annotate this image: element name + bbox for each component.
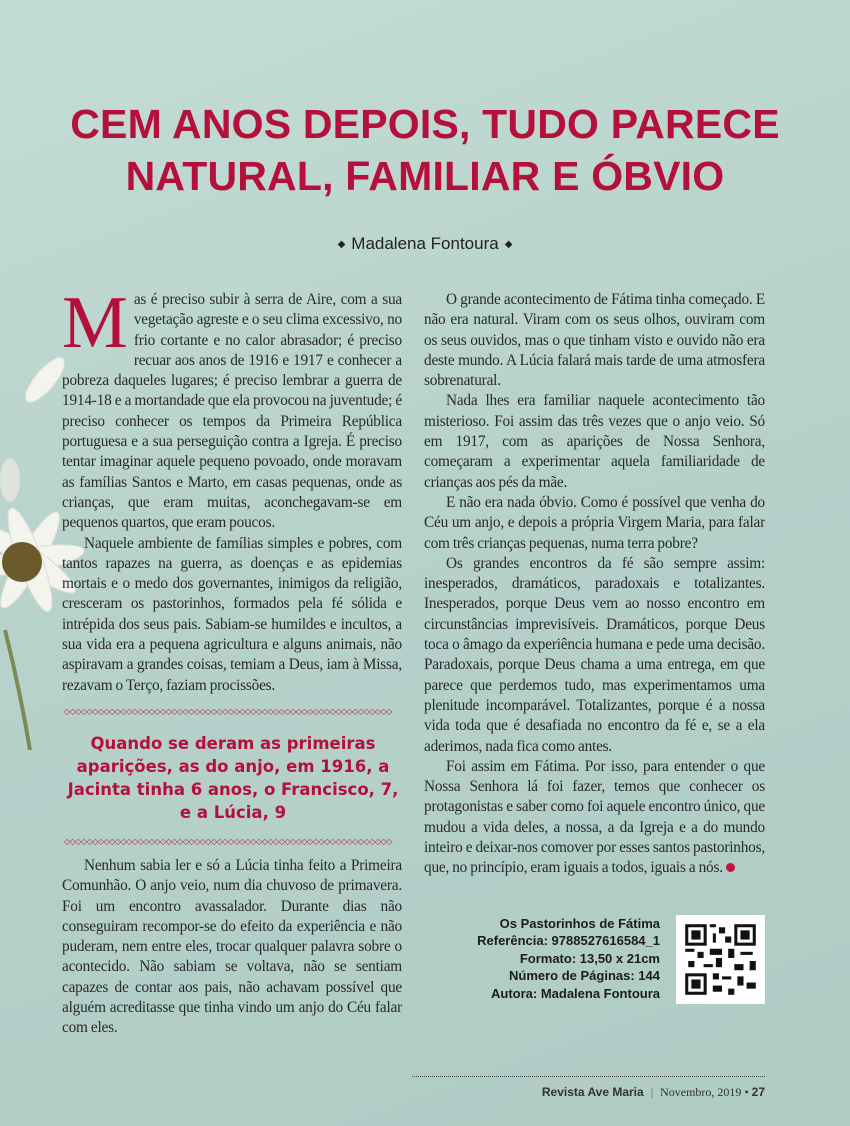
book-info <box>477 915 660 1003</box>
article-title <box>0 98 850 202</box>
qr-code-icon[interactable] <box>676 915 765 1004</box>
ornament-divider: ◇◇◇◇◇◇◇◇◇◇◇◇◇◇◇◇◇◇◇◇◇◇◇◇◇◇◇◇◇◇◇◇◇◇◇◇◇◇◇◇◇◇◇◇◇◇◇◇◇◇◇◇◇◇◇◇◇◇ <box>64 837 392 846</box>
book-author: Autora: Madalena Fontoura <box>490 985 660 1001</box>
right-column-text <box>424 290 765 879</box>
paragraph <box>62 282 402 534</box>
title-line-2: NATURAL, FAMILIAR E ÓBVIO <box>125 153 725 199</box>
issue-date: Novembro, 2019 <box>660 1085 742 1099</box>
left-column-bottom <box>62 856 402 1039</box>
author-name: Madalena Fontoura <box>351 234 499 253</box>
book-box <box>424 915 765 1004</box>
footer-divider <box>412 1076 765 1077</box>
page-number: 27 <box>751 1085 765 1099</box>
paragraph: Naquele ambiente de famílias simples e pobres, com tantos rapazes na guerra, as doenças e as epidemias mortais e o medo dos governantes, inimigos da religião, cresceram os pastorinhos, formados pela fé sólida e intrépida dos seus pais. Sabiam-se humildes e incultos, a sua vida era a pequena agricultura e alguns animais, não aspiravam a grandes coisas, temiam a Deus, iam à Missa, rezavam o Terço, faziam procissões. <box>62 534 402 694</box>
right-column <box>424 290 765 1004</box>
book-reference: Referência: 9788527616584_1 <box>477 933 660 949</box>
ornament-divider: ◇◇◇◇◇◇◇◇◇◇◇◇◇◇◇◇◇◇◇◇◇◇◇◇◇◇◇◇◇◇◇◇◇◇◇◇◇◇◇◇◇◇◇◇◇◇◇◇◇◇◇◇◇◇◇◇◇◇ <box>64 707 392 716</box>
pull-quote: Quando se deram as primeiras aparições, as do anjo, em 1916, a Jacinta tinha 6 anos, o Francisco, 7, e a Lúcia, 9 <box>67 733 399 822</box>
left-column <box>62 282 402 1039</box>
paragraph: Os grandes encontros da fé são sempre assim: inesperados, dramáticos, paradoxais e totalizantes. Inesperados, porque Deus vem ao nosso encontro em circunstâncias imprevisíveis. Dramáticos, porque Deus toca o âmago da experiência humana e pede uma decisão. Paradoxais, porque Deus chama a uma entrega, em que parece que perdemos tudo, mas experimentamos uma plenitude incomparável. Totalizantes, porque é a nossa vida toda que é desafiada no encontro da fé e, se a ela aderimos, nada fica como antes. <box>424 554 765 755</box>
diamond-icon: ◆ <box>337 239 346 250</box>
paragraph-text: as é preciso subir à serra de Aire, com a sua vegetação agreste e o seu clima excessivo, no frio cortante e no calor abrasador; é preciso recuar aos anos de 1916 e 1917 e conhecer a pobreza daqueles lugares; é preciso lembrar a guerra de 1914-18 e a mortandade que ela provocou na juventude; é preciso conhecer os tempos da Primeira República portuguesa e a sua perseguição contra a Igreja. É preciso tentar imaginar aquele pequeno povoado, onde moravam as famílias Santos e Marto, em casas pequenas, onde as crianças, que eram muitas, aconchegavam-se em pequenos quartos, que eram poucos. <box>62 291 402 532</box>
magazine-name: Revista Ave Maria <box>541 1085 644 1099</box>
paragraph: Nada lhes era familiar naquele acontecimento tão misterioso. Foi assim das três vezes que o anjo veio. Só em 1917, com as aparições de Nossa Senhora, começaram a experimentar aquela familiaridade de crianças aos pés da mãe. <box>424 392 765 491</box>
drop-cap: M <box>62 282 128 364</box>
byline <box>0 234 850 254</box>
bullet: • <box>744 1085 749 1099</box>
paragraph-text: Foi assim em Fátima. Por isso, para entender o que Nossa Senhora lá foi fazer, temos que conhecer os protagonistas e saber como foi aquele encontro único, que mudou a vida deles, a nossa, a da Igreja e a do mundo inteiro e deixar-nos comover por esses santos pastorinhos, que, no princípio, eram iguais a todos, iguais a nós. <box>424 757 765 877</box>
separator: | <box>650 1085 654 1099</box>
left-column-top <box>62 282 402 696</box>
paragraph <box>424 757 765 879</box>
paragraph: E não era nada óbvio. Como é possível que venha do Céu um anjo, e depois a própria Virgem Maria, para falar com três crianças pequenas, numa terra pobre? <box>424 493 765 552</box>
book-pages: Número de Páginas: 144 <box>509 968 660 984</box>
title-line-1: CEM ANOS DEPOIS, TUDO PARECE <box>70 101 780 147</box>
book-title: Os Pastorinhos de Fátima <box>499 915 660 931</box>
paragraph: Nenhum sabia ler e só a Lúcia tinha feito a Primeira Comunhão. O anjo veio, num dia chuvoso de primavera. Foi um encontro avassalador. Durante dias não conseguiram recompor-se do efeito da experiência e não puderam, nem entre eles, trocar qualquer palavra sobre o acontecido. Não sabiam se voltava, não se sentiam capazes de contar aos pais, não achavam possível que alguém acreditasse que tinha vindo um anjo do Céu falar com eles. <box>62 856 402 1037</box>
paragraph: O grande acontecimento de Fátima tinha começado. E não era natural. Viram com os seus olhos, ouviram com os seus ouvidos, mas o que tinham visto e ouvido não era deste mundo. A Lúcia falará mais tarde de uma atmosfera sobrenatural. <box>424 291 765 390</box>
end-mark-icon <box>726 863 735 872</box>
page-footer <box>542 1085 765 1100</box>
diamond-icon: ◆ <box>504 239 513 250</box>
book-format: Formato: 13,50 x 21cm <box>519 950 660 966</box>
